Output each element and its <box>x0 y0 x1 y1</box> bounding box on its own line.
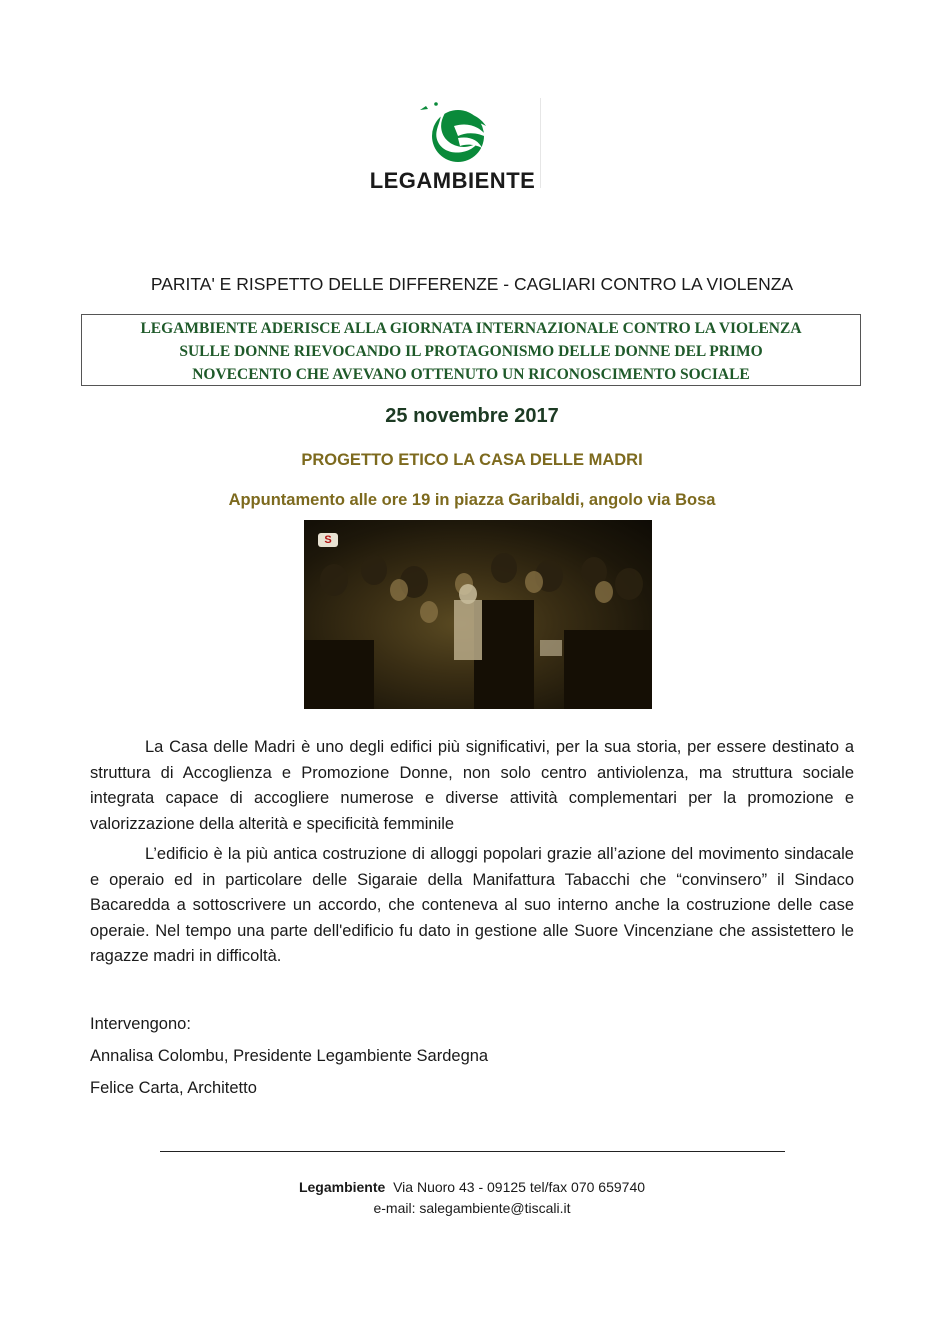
logo-wordmark: LEGAMBIENTE <box>369 168 536 193</box>
paragraph-2 <box>90 842 854 970</box>
speakers-section <box>90 1008 488 1104</box>
photo-badge: S <box>318 533 338 547</box>
event-date: 25 novembre 2017 <box>385 405 559 427</box>
paragraph-1 <box>90 735 854 837</box>
historical-photo <box>304 520 652 709</box>
speaker-item: Felice Carta, Architetto <box>90 1079 257 1097</box>
boxed-title-line: NOVECENTO CHE AVEVANO OTTENUTO UN RICONOSCIMENTO SOCIALE <box>192 366 750 383</box>
footer-address: Via Nuoro 43 - 09125 tel/fax 070 659740 <box>393 1179 646 1195</box>
speaker-item: Annalisa Colombu, Presidente Legambiente Sardegna <box>90 1047 489 1065</box>
paragraph-text: L’edificio è la più antica costruzione di alloggi popolari grazie all’azione del movimento sindacale e operaio ed in particolare delle Sigaraie della Manifattura Tabacchi che “convinsero” il Sindaco Bacaredda a sottoscrivere un accordo, che conteneva al suo interno anche la costruzione delle case operaie. Nel tempo una parte dell'edificio fu dato in gestione alle Suore Vincenziane che assistettero le ragazze madri in difficoltà. <box>90 845 854 965</box>
footer-email: e-mail: salegambiente@tiscali.it <box>373 1200 571 1216</box>
swan-logo-icon <box>416 92 494 164</box>
photo-crowd-illustration <box>304 520 652 709</box>
footer-org: Legambiente <box>298 1179 386 1195</box>
footer-divider <box>160 1151 785 1152</box>
appointment-info: Appuntamento alle ore 19 in piazza Garibaldi, angolo via Bosa <box>228 491 716 509</box>
boxed-title-line: LEGAMBIENTE ADERISCE ALLA GIORNATA INTERNAZIONALE CONTRO LA VIOLENZA <box>140 320 802 337</box>
project-title: PROGETTO ETICO LA CASA DELLE MADRI <box>301 451 643 469</box>
paragraph-text: La Casa delle Madri è uno degli edifici più significativi, per la sua storia, per essere destinato a struttura di Accoglienza e Promozione Donne, non solo centro antiviolenza, ma struttura sociale integrata capace di accogliere numerose e diverse attività complementari per la promozione e valorizzazione della alterità e specificità femminile <box>90 738 854 833</box>
legambiente-logo <box>360 92 545 202</box>
speakers-label: Intervengono: <box>90 1015 191 1033</box>
footer-address-line <box>0 1177 944 1198</box>
boxed-title <box>81 314 861 386</box>
boxed-title-line: SULLE DONNE RIEVOCANDO IL PROTAGONISMO DELLE DONNE DEL PRIMO <box>179 343 763 360</box>
footer <box>0 1177 944 1219</box>
document-heading: PARITA' E RISPETTO DELLE DIFFERENZE - CAGLIARI CONTRO LA VIOLENZA <box>150 274 794 294</box>
